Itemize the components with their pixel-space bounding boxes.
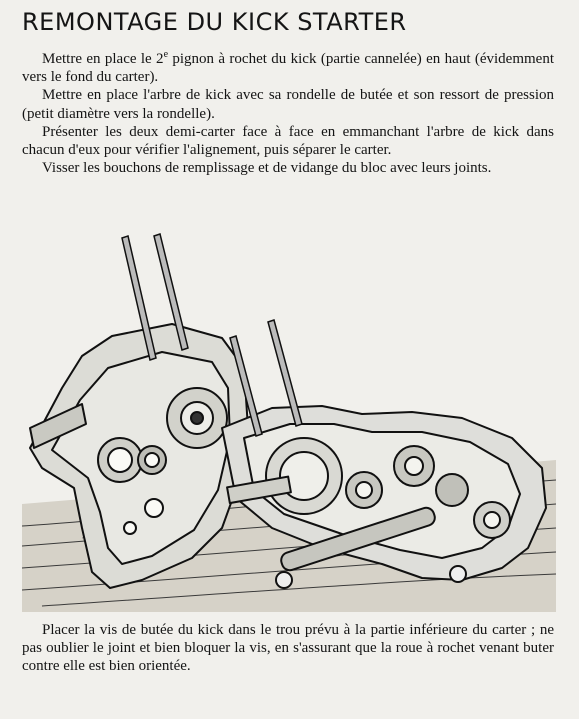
instructions-bottom [22, 621, 554, 676]
instructions-top [22, 46, 554, 177]
engine-casing-illustration [22, 228, 556, 612]
paragraph-1 [22, 46, 554, 86]
page-title: REMONTAGE DU KICK STARTER [22, 8, 407, 36]
paragraph-5: Placer la vis de butée du kick dans le trou prévu à la partie inférieure du carter ; ne pas oublier le joint et bien bloquer la vis, en s'assurant que la roue à rochet venant buter contre elle est bien orientée. [22, 622, 554, 675]
paragraph-1-before: Mettre en place le 2 [42, 51, 164, 67]
paragraph-1-after: pignon à rochet du kick (partie cannelée) en haut (évidemment vers le fond du carter). [22, 51, 554, 86]
paragraph-4: Visser les bouchons de remplissage et de vidange du bloc avec leurs joints. [42, 160, 492, 177]
paragraph-2: Mettre en place l'arbre de kick avec sa rondelle de butée et son ressort de pression (petit diamètre vers la rondelle). [22, 87, 554, 122]
paragraph-3: Présenter les deux demi-carter face à face en emmanchant l'arbre de kick dans chacun d'eux pour vérifier l'alignement, puis séparer le carter. [22, 123, 554, 159]
superscript-e: e [163, 49, 169, 60]
